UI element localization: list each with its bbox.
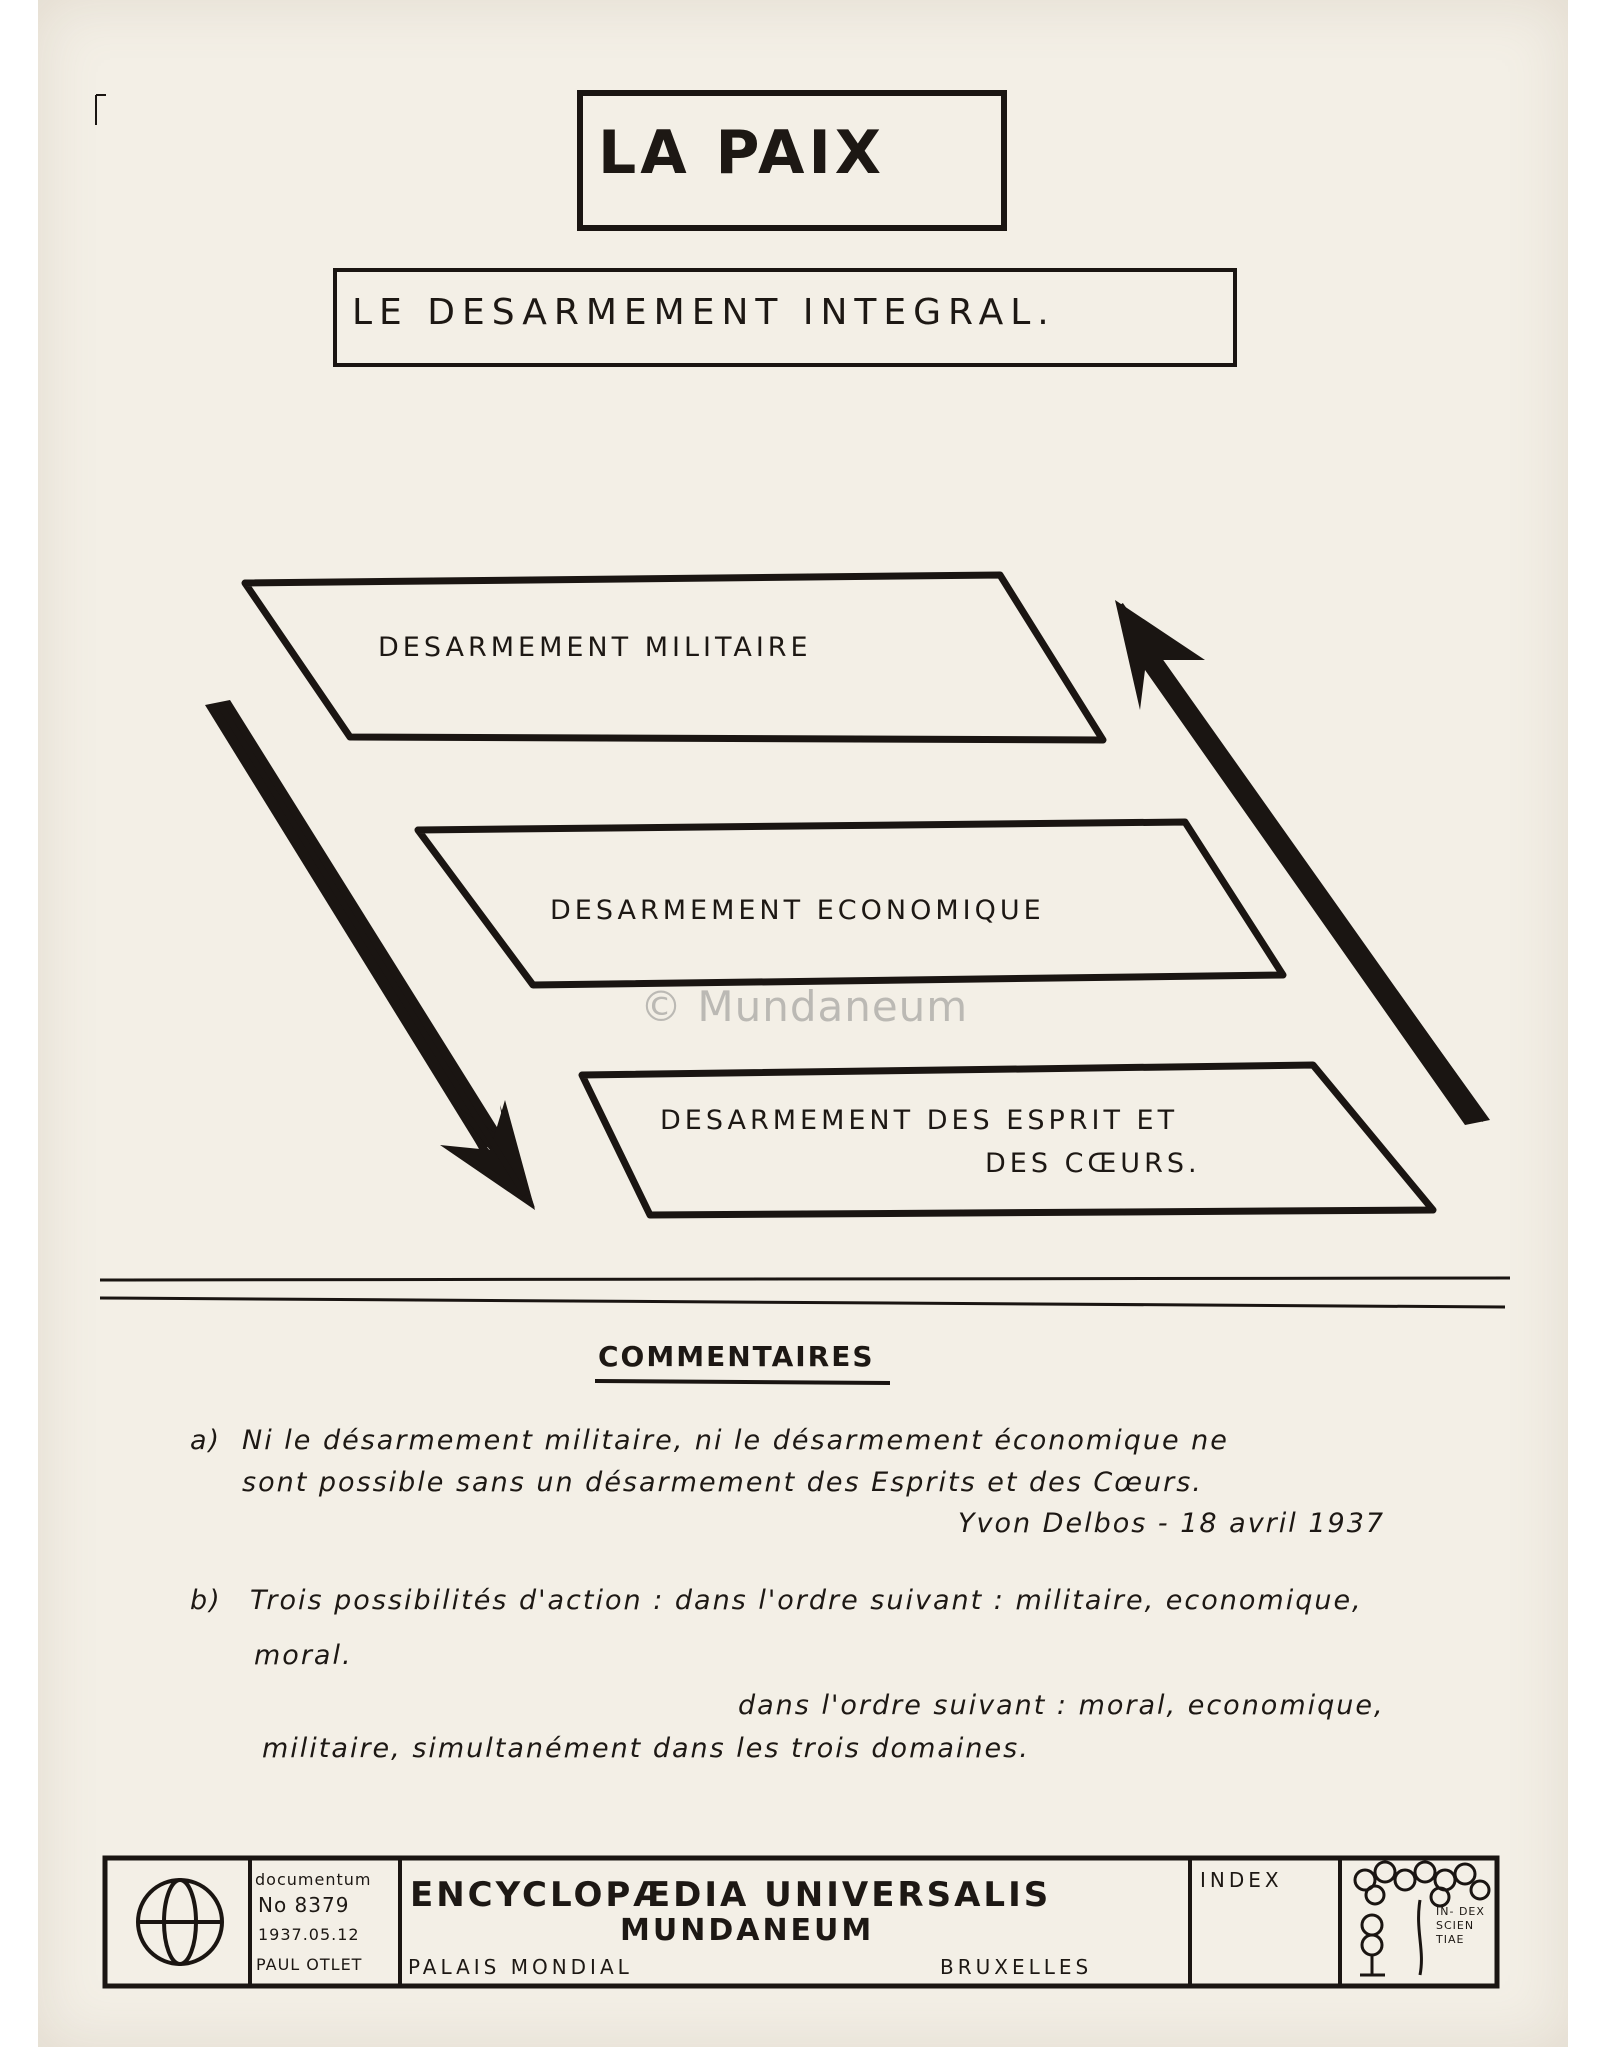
page-subtitle: LE DESARMEMENT INTEGRAL. xyxy=(352,292,1056,333)
footer-index-label: INDEX xyxy=(1200,1868,1283,1892)
down-arrow-icon xyxy=(205,700,535,1210)
footer-doc-label: documentum xyxy=(255,1870,372,1889)
footer-place-left: PALAIS MONDIAL xyxy=(408,1955,633,1979)
box-esprits-label-line2: DES CŒURS. xyxy=(985,1148,1201,1179)
box-economique-label: DESARMEMENT ECONOMIQUE xyxy=(550,895,1045,926)
comment-a-line1: Ni le désarmement militaire, ni le désarmement économique ne xyxy=(242,1425,1229,1456)
comment-b-line4: militaire, simultanément dans les trois domaines. xyxy=(262,1733,1030,1764)
box-militaire-label: DESARMEMENT MILITAIRE xyxy=(378,632,812,663)
up-arrow-icon xyxy=(1115,600,1490,1125)
separator-rule-top xyxy=(100,1278,1510,1280)
footer-author: PAUL OTLET xyxy=(256,1955,363,1974)
page-title: LA PAIX xyxy=(598,118,886,188)
watermark: © Mundaneum xyxy=(640,982,969,1031)
footer-doc-number: No 8379 xyxy=(258,1893,350,1917)
separator-rule-bottom xyxy=(100,1298,1505,1307)
footer-doc-date: 1937.05.12 xyxy=(258,1925,360,1944)
comment-b-marker: b) xyxy=(190,1585,222,1616)
comments-heading: COMMENTAIRES xyxy=(598,1340,875,1373)
footer-title-line2: MUNDANEUM xyxy=(620,1913,875,1948)
footer-logo-text: IN- DEX SCIEN TIAE xyxy=(1436,1905,1485,1946)
comment-a-line2: sont possible sans un désarmement des Esprits et des Cœurs. xyxy=(242,1467,1203,1498)
footer-title-line1: ENCYCLOPÆDIA UNIVERSALIS xyxy=(410,1875,1052,1915)
heading-underline xyxy=(595,1381,890,1383)
comment-b-line2: moral. xyxy=(254,1640,353,1671)
globe-icon xyxy=(138,1880,222,1964)
box-esprits-label-line1: DESARMEMENT DES ESPRIT ET xyxy=(660,1105,1179,1136)
comment-b-line3: dans l'ordre suivant : moral, economique, xyxy=(738,1690,1385,1721)
comment-b-line1: Trois possibilités d'action : dans l'ordre suivant : militaire, economique, xyxy=(250,1585,1363,1616)
footer-place-right: BRUXELLES xyxy=(940,1955,1093,1979)
box-esprits-frame xyxy=(582,1065,1433,1215)
comment-a-attribution: Yvon Delbos - 18 avril 1937 xyxy=(958,1508,1386,1539)
comment-a-marker: a) xyxy=(190,1425,222,1456)
